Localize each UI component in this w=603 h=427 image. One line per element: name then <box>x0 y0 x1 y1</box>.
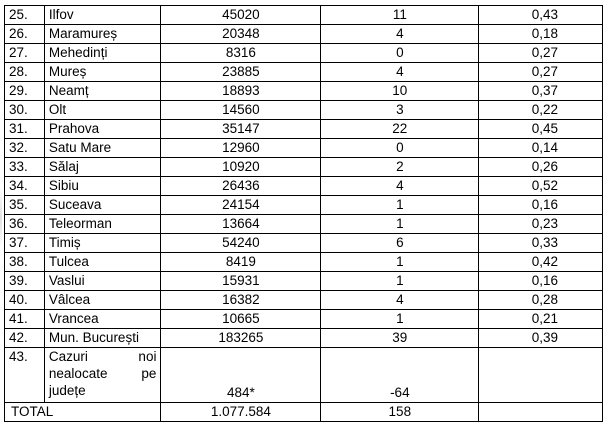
total-cases: 158 <box>321 403 479 422</box>
rate-cell: 0,27 <box>479 44 603 63</box>
cases-cell: 4 <box>321 25 479 44</box>
county-cases-table <box>4 5 603 422</box>
rate-cell: 0,39 <box>479 329 603 348</box>
cases-cell: 1 <box>321 196 479 215</box>
rate-cell: 0,22 <box>479 101 603 120</box>
cases-cell: 10 <box>321 82 479 101</box>
population-cell: 13664 <box>161 215 321 234</box>
county-row <box>5 196 603 215</box>
row-number: 31. <box>5 120 45 139</box>
county-name: Suceava <box>44 196 161 215</box>
county-row <box>5 139 603 158</box>
county-row <box>5 272 603 291</box>
page-fold-shadow <box>0 188 2 248</box>
county-row <box>5 82 603 101</box>
row-number: 40. <box>5 291 45 310</box>
row-number: 36. <box>5 215 45 234</box>
total-label: TOTAL <box>5 403 161 422</box>
rate-cell: 0,37 <box>479 82 603 101</box>
cases-cell: 4 <box>321 63 479 82</box>
cases-cell: 22 <box>321 120 479 139</box>
cases-cell: 0 <box>321 139 479 158</box>
county-name: Neamț <box>44 82 161 101</box>
rate-cell: 0,14 <box>479 139 603 158</box>
rate-cell: 0,52 <box>479 177 603 196</box>
table-body <box>5 6 603 422</box>
county-name: Timiș <box>44 234 161 253</box>
row-number: 26. <box>5 25 45 44</box>
rate-cell <box>479 348 603 403</box>
population-cell: 18893 <box>161 82 321 101</box>
county-row <box>5 253 603 272</box>
total-population: 1.077.584 <box>161 403 321 422</box>
county-row <box>5 25 603 44</box>
rate-cell: 0,27 <box>479 63 603 82</box>
rate-cell: 0,23 <box>479 215 603 234</box>
county-name: Mun. București <box>44 329 161 348</box>
row-number: 38. <box>5 253 45 272</box>
county-row <box>5 6 603 25</box>
county-name: Sibiu <box>44 177 161 196</box>
rate-cell: 0,43 <box>479 6 603 25</box>
population-cell: 8316 <box>161 44 321 63</box>
cases-cell: -64 <box>321 348 479 403</box>
row-number: 30. <box>5 101 45 120</box>
county-name: Satu Mare <box>44 139 161 158</box>
rate-cell: 0,18 <box>479 25 603 44</box>
cases-cell: 3 <box>321 101 479 120</box>
county-row <box>5 329 603 348</box>
county-row <box>5 44 603 63</box>
row-number: 33. <box>5 158 45 177</box>
cases-cell: 1 <box>321 310 479 329</box>
row-number: 29. <box>5 82 45 101</box>
population-cell: 15931 <box>161 272 321 291</box>
population-cell: 20348 <box>161 25 321 44</box>
total-rate <box>479 403 603 422</box>
row-number: 41. <box>5 310 45 329</box>
rate-cell: 0,26 <box>479 158 603 177</box>
population-cell: 14560 <box>161 101 321 120</box>
rate-cell: 0,33 <box>479 234 603 253</box>
row-number: 37. <box>5 234 45 253</box>
row-number: 35. <box>5 196 45 215</box>
county-name: Vrancea <box>44 310 161 329</box>
row-number: 27. <box>5 44 45 63</box>
population-cell: 10920 <box>161 158 321 177</box>
row-number: 25. <box>5 6 45 25</box>
rate-cell: 0,28 <box>479 291 603 310</box>
rate-cell: 0,45 <box>479 120 603 139</box>
cases-cell: 1 <box>321 215 479 234</box>
county-row <box>5 63 603 82</box>
population-cell: 12960 <box>161 139 321 158</box>
cases-cell: 1 <box>321 253 479 272</box>
county-name: Vaslui <box>44 272 161 291</box>
row-number: 28. <box>5 63 45 82</box>
rate-cell: 0,16 <box>479 272 603 291</box>
county-name: Prahova <box>44 120 161 139</box>
county-row <box>5 120 603 139</box>
cases-cell: 1 <box>321 272 479 291</box>
county-name: Mureș <box>44 63 161 82</box>
cases-cell: 0 <box>321 44 479 63</box>
cases-cell: 4 <box>321 291 479 310</box>
row-number: 34. <box>5 177 45 196</box>
county-name: Olt <box>44 101 161 120</box>
rate-cell: 0,21 <box>479 310 603 329</box>
label-line: nealocate pe <box>48 366 157 381</box>
row-number: 42. <box>5 329 45 348</box>
county-row <box>5 234 603 253</box>
label-line: Cazuri noi <box>48 349 157 364</box>
county-name: Vâlcea <box>44 291 161 310</box>
cases-cell: 11 <box>321 6 479 25</box>
county-row <box>5 215 603 234</box>
unallocated-row <box>5 348 603 403</box>
county-row <box>5 291 603 310</box>
county-name: Sălaj <box>44 158 161 177</box>
label-line: județe <box>48 383 86 398</box>
row-number: 32. <box>5 139 45 158</box>
population-cell: 26436 <box>161 177 321 196</box>
population-cell: 45020 <box>161 6 321 25</box>
county-row <box>5 310 603 329</box>
county-name: Tulcea <box>44 253 161 272</box>
rate-cell: 0,42 <box>479 253 603 272</box>
population-cell: 24154 <box>161 196 321 215</box>
population-cell: 183265 <box>161 329 321 348</box>
row-number: 43. <box>5 348 45 403</box>
row-number: 39. <box>5 272 45 291</box>
county-row <box>5 158 603 177</box>
county-name: Maramureș <box>44 25 161 44</box>
county-name: Mehedinți <box>44 44 161 63</box>
cases-cell: 2 <box>321 158 479 177</box>
cases-cell: 39 <box>321 329 479 348</box>
population-cell: 23885 <box>161 63 321 82</box>
population-cell: 10665 <box>161 310 321 329</box>
county-row <box>5 101 603 120</box>
population-cell: 8419 <box>161 253 321 272</box>
county-row <box>5 177 603 196</box>
population-cell: 484* <box>161 348 321 403</box>
total-row <box>5 403 603 422</box>
county-name: Ilfov <box>44 6 161 25</box>
cases-cell: 4 <box>321 177 479 196</box>
row-label <box>44 348 161 403</box>
county-name: Teleorman <box>44 215 161 234</box>
population-cell: 35147 <box>161 120 321 139</box>
population-cell: 16382 <box>161 291 321 310</box>
population-cell: 54240 <box>161 234 321 253</box>
rate-cell: 0,16 <box>479 196 603 215</box>
cases-cell: 6 <box>321 234 479 253</box>
